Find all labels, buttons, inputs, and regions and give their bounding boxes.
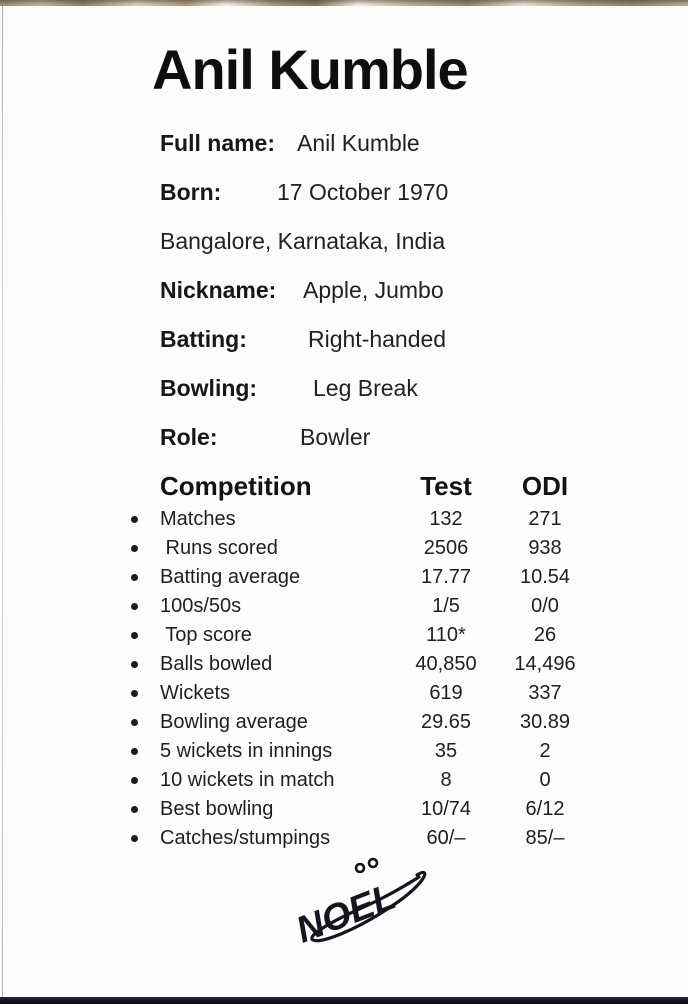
- bio-value: 17 October 1970: [277, 179, 449, 205]
- stat-odi-value: 0: [539, 769, 551, 791]
- column-header-competition: Competition: [160, 470, 312, 501]
- scan-edge-line: [2, 6, 3, 997]
- stat-row-catches-stumpings: [130, 824, 600, 853]
- card-top-edge: [0, 0, 688, 6]
- bio-label: Nickname:: [160, 277, 277, 303]
- bio-row-bowling: [160, 364, 640, 413]
- bio-label: Full name:: [160, 130, 276, 156]
- bio-value: Bangalore, Karnataka, India: [160, 228, 446, 254]
- svg-text:NOEL: NOEL: [290, 875, 402, 949]
- stat-label: 5 wickets in innings: [160, 740, 333, 762]
- stat-odi-value: 10.54: [519, 566, 571, 588]
- stat-test-value: 1/5: [432, 595, 460, 617]
- bio-value: Right-handed: [308, 326, 447, 352]
- stat-row-bowling-average: [130, 708, 600, 737]
- stat-label: Matches: [160, 508, 236, 530]
- page-title: Anil Kumble: [152, 38, 468, 101]
- stat-row-best-bowling: [130, 795, 600, 824]
- stat-test-value: 35: [434, 740, 458, 762]
- stat-row-top-score: [130, 621, 600, 650]
- stat-row-matches: [130, 505, 600, 534]
- stats-table: [130, 467, 600, 853]
- bullet-icon: [131, 632, 138, 639]
- bullet-icon: [131, 545, 138, 552]
- bio-value: Anil Kumble: [297, 130, 420, 156]
- stat-odi-value: 85/–: [525, 827, 565, 849]
- bullet-icon: [131, 661, 138, 668]
- stats-header-row: [130, 467, 600, 505]
- column-header-odi: ODI: [521, 470, 569, 501]
- stat-test-value: 17.77: [420, 566, 472, 588]
- stat-label: Best bowling: [160, 798, 274, 820]
- stat-odi-value: 337: [528, 682, 562, 704]
- stat-odi-value: 938: [528, 537, 562, 559]
- stat-row-10-wickets-match: [130, 766, 600, 795]
- stat-label: Balls bowled: [160, 653, 273, 675]
- stat-odi-value: 6/12: [525, 798, 565, 820]
- stat-test-value: 40,850: [415, 653, 477, 675]
- stat-label: 100s/50s: [160, 595, 242, 617]
- bio-row-birthplace: [160, 217, 640, 266]
- column-header-test: Test: [420, 470, 472, 501]
- bio-row-full-name: [160, 119, 640, 168]
- bio-row-born: [160, 168, 640, 217]
- bullet-icon: [131, 603, 138, 610]
- stat-test-value: 110*: [426, 624, 466, 646]
- stat-odi-value: 0/0: [531, 595, 559, 617]
- bio-row-nickname: [160, 266, 640, 315]
- stat-test-value: 8: [440, 769, 452, 791]
- bio-label: Born:: [160, 179, 222, 205]
- bio-section: [160, 119, 640, 462]
- stat-label: Runs scored: [160, 537, 278, 559]
- stat-odi-value: 271: [528, 508, 562, 530]
- stat-test-value: 10/74: [420, 798, 472, 820]
- stat-odi-value: 30.89: [519, 711, 571, 733]
- stat-test-value: 60/–: [426, 827, 466, 849]
- stat-row-wickets: [130, 679, 600, 708]
- stat-odi-value: 14,496: [514, 653, 576, 675]
- bio-label: Batting:: [160, 326, 247, 352]
- stat-test-value: 29.65: [420, 711, 472, 733]
- stat-test-value: 619: [429, 682, 463, 704]
- bio-value: Apple, Jumbo: [303, 277, 444, 303]
- bio-row-role: [160, 413, 640, 462]
- stat-row-batting-average: [130, 563, 600, 592]
- stat-row-5-wickets-innings: [130, 737, 600, 766]
- bio-value: Leg Break: [313, 375, 418, 401]
- bullet-icon: [131, 806, 138, 813]
- bullet-icon: [131, 516, 138, 523]
- stat-label: Top score: [160, 624, 252, 646]
- bullet-icon: [131, 748, 138, 755]
- bullet-icon: [131, 835, 138, 842]
- card-bottom-edge: [0, 997, 688, 1004]
- stat-label: Catches/stumpings: [160, 827, 331, 849]
- stat-odi-value: 2: [539, 740, 551, 762]
- stat-label: Bowling average: [160, 711, 308, 733]
- bullet-icon: [131, 690, 138, 697]
- stat-label: Batting average: [160, 566, 301, 588]
- bio-label: Role:: [160, 424, 218, 450]
- bullet-icon: [131, 719, 138, 726]
- stat-label: Wickets: [160, 682, 230, 704]
- signature-noel: [276, 851, 434, 949]
- stat-label: 10 wickets in match: [160, 769, 335, 791]
- stat-row-runs-scored: [130, 534, 600, 563]
- stat-test-value: 2506: [423, 537, 469, 559]
- bio-row-batting: [160, 315, 640, 364]
- bio-label: Bowling:: [160, 375, 258, 401]
- bullet-icon: [131, 574, 138, 581]
- stat-row-100s-50s: [130, 592, 600, 621]
- bullet-icon: [131, 777, 138, 784]
- bio-value: Bowler: [300, 424, 371, 450]
- stat-odi-value: 26: [533, 624, 557, 646]
- stat-test-value: 132: [429, 508, 463, 530]
- stat-row-balls-bowled: [130, 650, 600, 679]
